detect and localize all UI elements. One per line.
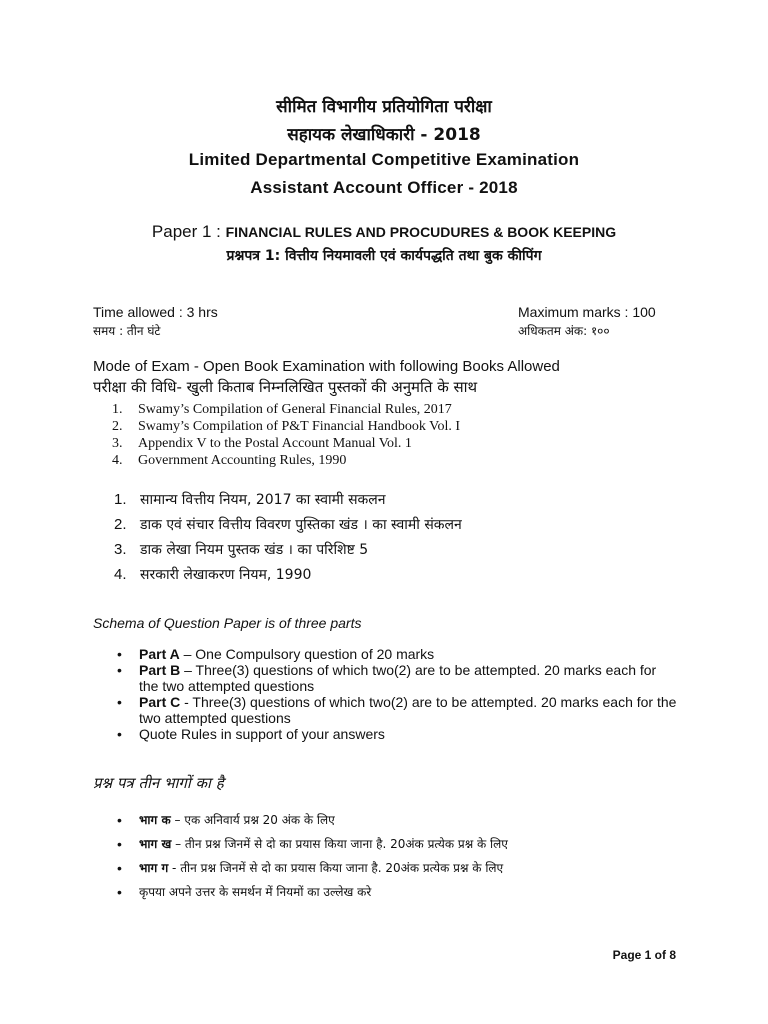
exam-mode-hindi: परीक्षा की विधि- खुली किताब निम्नलिखित पुस्तकों की अनुमति के साथ (93, 378, 478, 396)
book-title-hindi: सरकारी लेखाकरण नियम, 1990 (140, 567, 312, 583)
part-description-hindi: कृपया अपने उत्तर के समर्थन में नियमों का उल्लेख करे (139, 885, 372, 899)
bullet: • (117, 836, 122, 852)
book-number: 1. (114, 491, 127, 508)
part-item-hindi (117, 836, 717, 860)
book-title-hindi: डाक लेखा नियम पुस्तक खंड । का परिशिष्ट 5 (140, 542, 369, 558)
paper-title-hindi: प्रश्नपत्र 1: वित्तीय नियमावली एवं कार्यपद्धति तथा बुक कीपिंग (226, 248, 542, 264)
part-description-hindi: - तीन प्रश्न जिनमें से दो का प्रयास किया जाना है. 20अंक प्रत्येक प्रश्न के लिए (168, 861, 504, 875)
book-item (112, 401, 460, 418)
book-number: 3. (112, 436, 123, 451)
part-item-hindi (117, 860, 717, 884)
bullet: • (117, 694, 122, 710)
book-title: Swamy’s Compilation of General Financial Rules, 2017 (138, 402, 452, 417)
part-description: – One Compulsory question of 20 marks (179, 646, 435, 662)
bullet: • (117, 726, 122, 742)
part-description-hindi: – तीन प्रश्न जिनमें से दो का प्रयास किया जाना है. 20अंक प्रत्येक प्रश्न के लिए (171, 837, 508, 851)
part-description: Quote Rules in support of your answers (139, 726, 385, 742)
part-item (117, 646, 677, 662)
max-marks-hindi: अधिकतम अंक: १०० (518, 324, 610, 338)
book-number: 2. (112, 419, 123, 434)
part-label: Part C (139, 694, 181, 710)
book-item-hindi (114, 562, 462, 587)
time-allowed-hindi: समय : तीन घंटे (93, 324, 161, 338)
bullet: • (117, 646, 122, 662)
book-item-hindi (114, 537, 462, 562)
book-title: Government Accounting Rules, 1990 (138, 453, 347, 468)
part-description-hindi: – एक अनिवार्य प्रश्न 20 अंक के लिए (170, 813, 335, 827)
part-label-hindi: भाग ग (139, 861, 169, 875)
book-title: Swamy’s Compilation of P&T Financial Handbook Vol. I (138, 419, 460, 434)
paper-title-english (0, 222, 768, 242)
part-label: Part B (139, 662, 181, 678)
part-label-hindi: भाग क (139, 813, 171, 827)
book-title: Appendix V to the Postal Account Manual Vol. 1 (138, 436, 412, 451)
bullet: • (117, 662, 122, 678)
title-hindi-exam: सीमित विभागीय प्रतियोगिता परीक्षा (276, 97, 492, 117)
book-number: 4. (112, 453, 123, 468)
book-number: 4. (114, 566, 127, 583)
question-parts-english (117, 646, 677, 742)
title-english-post: Assistant Account Officer - 2018 (250, 178, 518, 197)
part-item-hindi (117, 884, 717, 908)
book-title-hindi: डाक एवं संचार वित्तीय विवरण पुस्तिका खंड । का स्वामी संकलन (140, 517, 462, 533)
allowed-books-hindi (114, 487, 462, 587)
part-item (117, 726, 677, 742)
schema-heading-hindi: प्रश्न पत्र तीन भागों का है (93, 774, 224, 792)
book-title-hindi: सामान्य वित्तीय नियम, 2017 का स्वामी सकलन (140, 492, 386, 508)
book-item (112, 452, 460, 469)
page-number: Page 1 of 8 (612, 948, 676, 962)
exam-mode-english: Mode of Exam - Open Book Examination with following Books Allowed (93, 358, 560, 375)
question-parts-hindi (117, 812, 717, 908)
bullet: • (117, 884, 122, 900)
title-english-exam: Limited Departmental Competitive Examination (188, 150, 580, 169)
book-item (112, 418, 460, 435)
part-label-hindi: भाग ख (139, 837, 172, 851)
bullet: • (117, 860, 122, 876)
part-item (117, 662, 677, 694)
book-number: 1. (112, 402, 123, 417)
max-marks-english: Maximum marks : 100 (518, 304, 656, 320)
book-number: 2. (114, 516, 127, 533)
book-number: 3. (114, 541, 127, 558)
part-description: - Three(3) questions of which two(2) are to be attempted. 20 marks each for the two attempted questions (139, 694, 677, 726)
part-description: – Three(3) questions of which two(2) are to be attempted. 20 marks each for the two attempted questions (139, 662, 657, 694)
paper-label: Paper 1 : (151, 222, 226, 241)
title-hindi-post: सहायक लेखाधिकारी - 2018 (287, 125, 481, 145)
schema-heading-english: Schema of Question Paper is of three parts (93, 615, 362, 631)
book-item-hindi (114, 487, 462, 512)
part-item (117, 694, 677, 726)
book-item-hindi (114, 512, 462, 537)
allowed-books-english (112, 401, 460, 469)
part-item-hindi (117, 812, 717, 836)
time-allowed-english: Time allowed : 3 hrs (93, 304, 218, 320)
paper-subject: FINANCIAL RULES AND PROCUDURES & BOOK KEEPING (225, 224, 617, 240)
part-label: Part A (139, 646, 180, 662)
book-item (112, 435, 460, 452)
bullet: • (117, 812, 122, 828)
